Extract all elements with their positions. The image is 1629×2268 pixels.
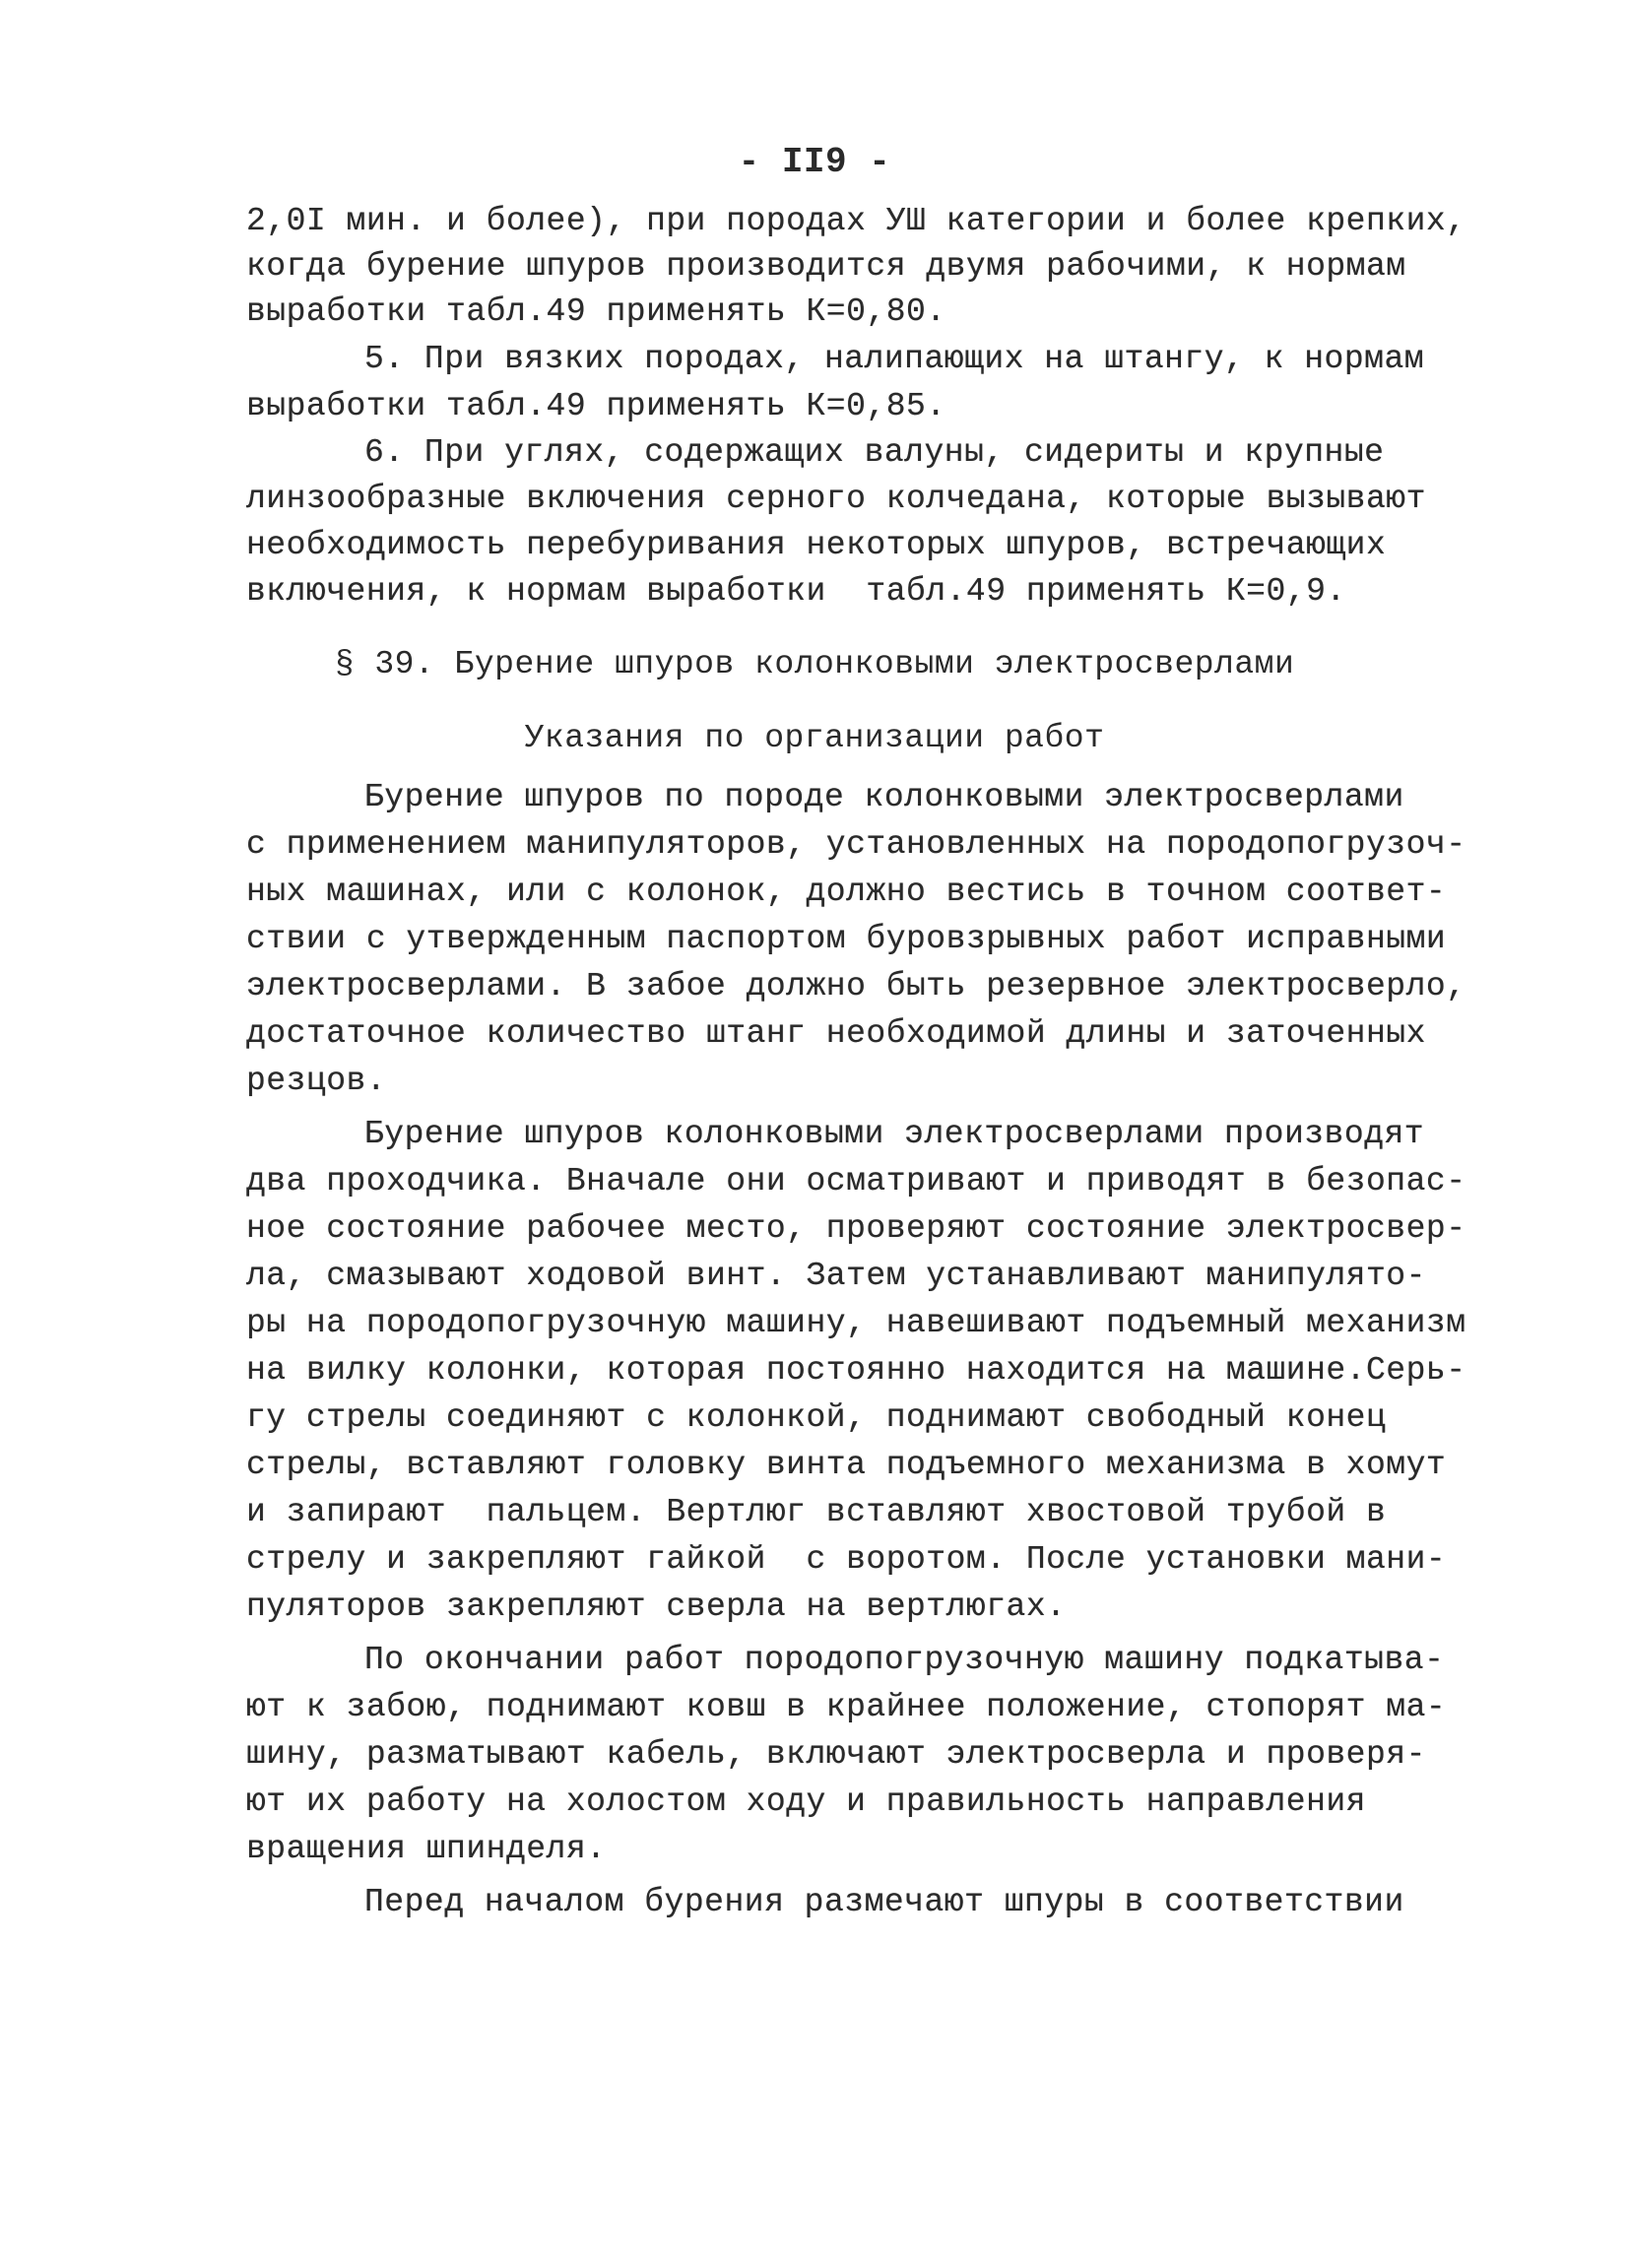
text-line: стрелы, вставляют головку винта подъемного механизма в хомут <box>246 1447 1447 1483</box>
text-line: ла, смазывают ходовой винт. Затем устанавливают манипулято- <box>246 1258 1426 1294</box>
text-line: ют к забою, поднимают ковш в крайнее положение, стопорят ма- <box>246 1689 1447 1725</box>
text-line: ных машинах, или с колонок, должно вестись в точном соответ- <box>246 874 1447 910</box>
text-line: электросверлами. В забое должно быть резервное электросверло, <box>246 968 1466 1004</box>
text-line: 5. При вязких породах, налипающих на штангу, к нормам <box>364 341 1425 377</box>
text-line: линзообразные включения серного колчедана, которые вызывают <box>246 481 1426 517</box>
page-number: - II9 - <box>738 142 891 182</box>
text-line: По окончании работ породопогрузочную машину подкатыва- <box>364 1642 1445 1678</box>
text-line: 6. При углях, содержащих валуны, сидериты и крупные <box>364 434 1385 471</box>
section-title: § 39. Бурение шпуров колонковыми электросверлами <box>334 646 1295 682</box>
text-line: вращения шпинделя. <box>246 1831 607 1867</box>
text-line: выработки табл.49 применять К=0,85. <box>246 388 946 424</box>
text-line: достаточное количество штанг необходимой длины и заточенных <box>246 1015 1426 1052</box>
text-line: и запирают пальцем. Вертлюг вставляют хвостовой трубой в <box>246 1494 1387 1530</box>
text-line: пуляторов закрепляют сверла на вертлюгах. <box>246 1588 1067 1625</box>
text-line: резцов. <box>246 1063 387 1099</box>
text-line: стрелу и закрепляют гайкой с воротом. После установки мани- <box>246 1541 1447 1578</box>
text-line: шину, разматывают кабель, включают электросверла и проверя- <box>246 1736 1426 1773</box>
text-line: необходимость перебуривания некоторых шпуров, встречающих <box>246 527 1387 563</box>
text-line: ры на породопогрузочную машину, навешивают подъемный механизм <box>246 1305 1466 1341</box>
text-line: с применением манипуляторов, установленных на породопогрузоч- <box>246 826 1466 863</box>
text-line: Перед началом бурения размечают шпуры в соответствии <box>364 1884 1404 1920</box>
text-line: гу стрелы соединяют с колонкой, поднимают свободный конец <box>246 1399 1387 1436</box>
text-line: Бурение шпуров колонковыми электросверлами производят <box>364 1116 1425 1152</box>
text-line: ют их работу на холостом ходу и правильность направления <box>246 1783 1366 1820</box>
text-line: два проходчика. Вначале они осматривают и приводят в безопас- <box>246 1163 1466 1199</box>
text-line: выработки табл.49 применять К=0,80. <box>246 293 946 330</box>
text-line: ствии с утвержденным паспортом буровзрывных работ исправными <box>246 921 1447 957</box>
text-line: когда бурение шпуров производится двумя рабочими, к нормам <box>246 248 1406 285</box>
text-line: на вилку колонки, которая постоянно находится на машине.Серь- <box>246 1352 1466 1389</box>
text-line: ное состояние рабочее место, проверяют состояние электросвер- <box>246 1210 1466 1247</box>
text-line: Бурение шпуров по породе колонковыми электросверлами <box>364 779 1404 815</box>
subsection-title: Указания по организации работ <box>524 720 1105 756</box>
text-line: включения, к нормам выработки табл.49 применять К=0,9. <box>246 573 1346 610</box>
text-line: 2,0I мин. и более), при породах УШ категории и более крепких, <box>246 203 1466 239</box>
